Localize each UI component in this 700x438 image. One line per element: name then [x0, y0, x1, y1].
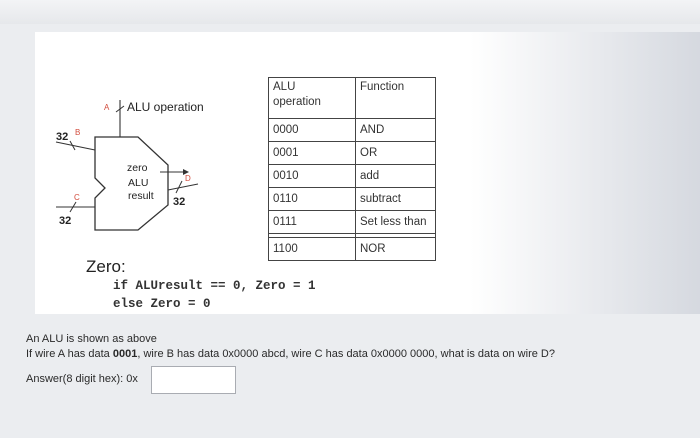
cell-function: add [356, 165, 436, 188]
wire-a-value: 0001 [112, 348, 138, 360]
cell-function: Set less than [356, 211, 436, 234]
zero-title: Zero: [86, 257, 126, 276]
header-alu-operation: ALU operation [269, 78, 356, 119]
cell-function: NOR [356, 238, 436, 261]
question-intro: An ALU is shown as above [26, 333, 157, 345]
wire-d [168, 184, 198, 190]
alu-function-table [268, 77, 436, 261]
question-text-start: If wire A has data [26, 348, 113, 360]
question-text-end: , wire B has data 0x0000 abcd, wire C has data 0x0000 0000, what is data on wire D? [137, 348, 555, 360]
cell-op: 1100 [269, 238, 356, 261]
zero-code-line-1: if ALUresult == 0, Zero = 1 [113, 279, 316, 293]
answer-input[interactable] [151, 366, 236, 394]
input-b-width: 32 [56, 131, 69, 143]
answer-label: Answer(8 digit hex): 0x [26, 373, 138, 385]
result-label: result [128, 190, 154, 202]
cell-op: 0010 [269, 165, 356, 188]
cell-op: 0111 [269, 211, 356, 234]
cell-op: 0110 [269, 188, 356, 211]
zero-label: zero [127, 162, 148, 174]
cell-function: AND [356, 119, 436, 142]
zero-code-line-2: else Zero = 0 [113, 297, 211, 311]
wire-b-label: B [75, 128, 81, 137]
output-width: 32 [173, 196, 186, 208]
wire-b [56, 142, 95, 150]
table-row [269, 142, 436, 165]
table-row [269, 238, 436, 261]
table-row [269, 165, 436, 188]
cell-function: subtract [356, 188, 436, 211]
table-row [269, 119, 436, 142]
alu-label: ALU [128, 177, 149, 189]
cell-op: 0001 [269, 142, 356, 165]
input-c-width: 32 [59, 215, 72, 227]
cell-function: OR [356, 142, 436, 165]
alu-operation-label: ALU operation [127, 100, 204, 114]
table-row [269, 188, 436, 211]
table-header-row [269, 78, 436, 119]
wire-a-label: A [104, 103, 110, 112]
header-function: Function [356, 78, 436, 119]
question-text [26, 348, 555, 360]
wire-c-label: C [74, 193, 80, 202]
table-row [269, 211, 436, 234]
wire-d-label: D [185, 174, 191, 183]
cell-op: 0000 [269, 119, 356, 142]
